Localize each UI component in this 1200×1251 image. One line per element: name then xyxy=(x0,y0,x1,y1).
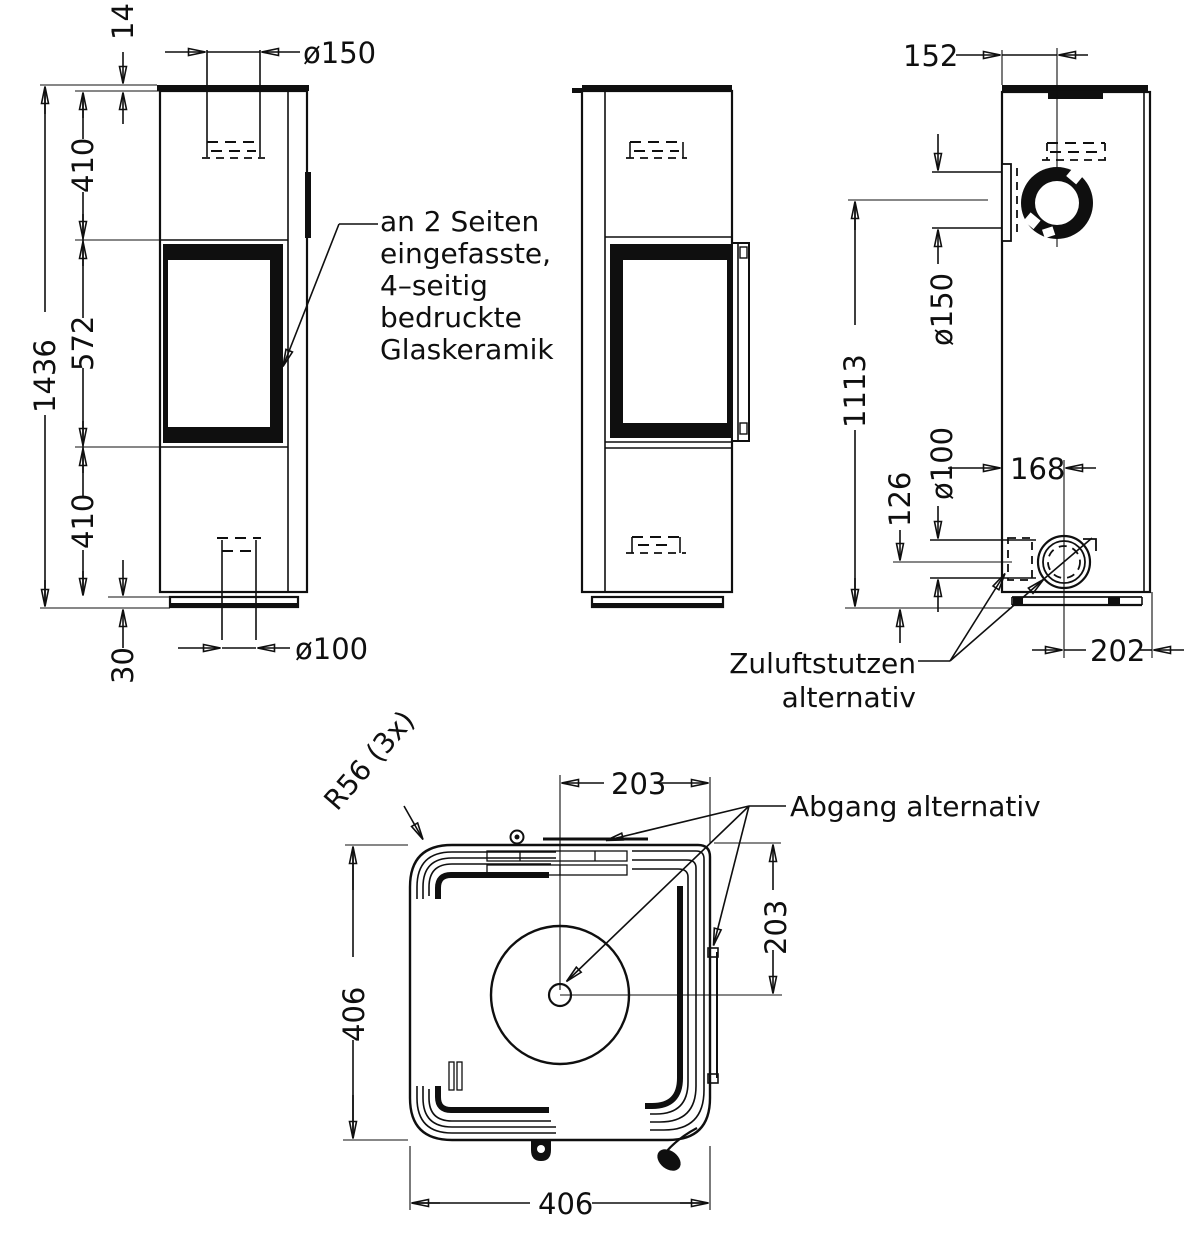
top-fin-band-inner xyxy=(438,875,549,899)
dim-upper: 410 xyxy=(66,137,100,193)
dim-connector-height: 1113 xyxy=(838,354,872,428)
dim-depth-left: 406 xyxy=(337,986,371,1042)
dim-total-height: 1436 xyxy=(28,339,62,413)
leader-arrow xyxy=(606,806,749,841)
dim-side-flue-diameter: ø150 xyxy=(925,272,959,346)
dim-top-plate: 14 xyxy=(106,3,140,40)
glass-note xyxy=(380,205,554,366)
dim-air-bottom: 126 xyxy=(883,471,917,527)
front-hinge-bar xyxy=(305,172,311,238)
top-fin-band-inner xyxy=(645,886,680,1106)
top-knob-center xyxy=(515,835,520,840)
top-fin-band xyxy=(632,851,704,1130)
dim-width-bottom: 406 xyxy=(538,1187,594,1221)
leader-arrow xyxy=(567,806,750,982)
front-window-glass xyxy=(168,260,270,427)
leader-arrow xyxy=(714,806,750,946)
back-flue-ring xyxy=(1021,167,1093,239)
dim-window: 572 xyxy=(66,315,100,371)
back-plinth-foot xyxy=(1108,597,1120,605)
side-rear-tab xyxy=(572,88,582,93)
glass-note-line: eingefasste, xyxy=(380,237,552,270)
dim-air-offset: 168 xyxy=(1010,452,1066,486)
glass-note-line: Glaskeramik xyxy=(380,333,554,366)
glass-note-line: bedruckte xyxy=(380,301,522,334)
side-view xyxy=(572,85,749,607)
dim-flue-offset: 152 xyxy=(903,39,959,73)
outlet-label: Abgang alternativ xyxy=(790,790,1041,823)
back-side-spigot-flange xyxy=(1002,164,1011,241)
top-fin-band xyxy=(429,864,551,896)
dim-center-top: 203 xyxy=(611,767,667,801)
glass-note-line: an 2 Seiten xyxy=(380,205,540,238)
dim-lower: 410 xyxy=(66,493,100,549)
glass-note-line: 4–seitig xyxy=(380,269,488,302)
dim-right-offset: 202 xyxy=(1090,634,1146,668)
back-side-air-hidden xyxy=(1008,538,1032,580)
back-air-connector xyxy=(1038,536,1096,588)
top-slot-vertical xyxy=(449,1062,454,1090)
leader-arrow xyxy=(950,574,1005,662)
leader-arrow xyxy=(283,224,339,367)
side-window-glass xyxy=(623,260,727,423)
top-fin-band xyxy=(632,860,696,1122)
back-view xyxy=(729,39,1184,714)
dim-air-diameter-back: ø100 xyxy=(925,426,959,500)
top-view xyxy=(317,704,1040,1221)
back-body-outline xyxy=(1002,92,1150,592)
leader-arrow xyxy=(950,580,1044,662)
dim-air-diameter: ø100 xyxy=(295,632,369,666)
dim-center-right: 203 xyxy=(759,899,793,955)
front-view xyxy=(28,3,554,684)
dim-corner-radius: R56 (3x) xyxy=(317,704,422,817)
dim-flue-diameter: ø150 xyxy=(303,36,377,70)
top-slot-vertical xyxy=(457,1062,462,1090)
leader-arrow xyxy=(404,806,423,840)
back-collar-edge xyxy=(1048,93,1103,99)
air-inlet-label-line2: alternativ xyxy=(781,681,916,714)
air-inlet-label-line1: Zuluftstutzen xyxy=(729,647,916,680)
side-plinth-shadow xyxy=(593,603,722,607)
side-door-edge xyxy=(732,243,749,441)
front-plinth-shadow xyxy=(171,603,297,607)
top-fin-band xyxy=(429,1089,551,1121)
dim-base: 30 xyxy=(106,647,140,684)
top-latch-hole xyxy=(537,1145,545,1153)
